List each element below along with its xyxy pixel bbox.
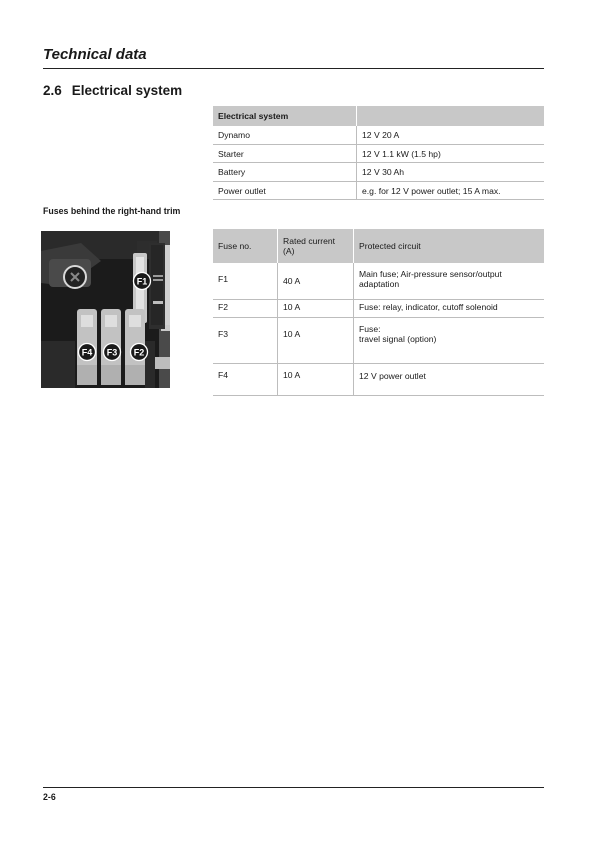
fuse-label-f4 (79, 344, 96, 361)
table-cell: Starter (213, 144, 357, 163)
electrical-system-table (213, 106, 544, 200)
table-header-cell: Electrical system (213, 106, 357, 126)
table-cell: Battery (213, 163, 357, 182)
table-cell: e.g. for 12 V power outlet; 15 A max. (357, 181, 545, 200)
svg-text:F2: F2 (133, 347, 145, 358)
table-cell: Dynamo (213, 126, 357, 144)
table-cell: 10 A (278, 318, 354, 364)
table-header-cell: Fuse no. (213, 229, 278, 263)
table-row (213, 126, 544, 144)
table-cell: 10 A (278, 300, 354, 318)
fuse-label-f3 (104, 344, 121, 361)
table-row (213, 181, 544, 200)
table-row (213, 300, 544, 318)
table-header-cell (357, 106, 545, 126)
table-cell: Fuse: relay, indicator, cutoff solenoid (354, 300, 545, 318)
table-cell: 10 A (278, 364, 354, 396)
table-header-cell: Rated current (A) (278, 229, 354, 263)
table-cell: 12 V 1.1 kW (1.5 hp) (357, 144, 545, 163)
fuse-label-f2 (131, 344, 148, 361)
section-title (43, 83, 182, 98)
table-cell: F2 (213, 300, 278, 318)
fuses-subheading: Fuses behind the right-hand trim (43, 206, 181, 216)
svg-text:F4: F4 (81, 347, 93, 358)
table-cell: F3 (213, 318, 278, 364)
svg-text:F1: F1 (136, 276, 148, 287)
table-row (213, 163, 544, 182)
table-cell: 12 V power outlet (354, 364, 545, 396)
header-title: Technical data (43, 46, 147, 63)
table-cell: Main fuse; Air-pressure sensor/output adaptation (354, 263, 545, 300)
section-label: Electrical system (71, 83, 183, 98)
page-number: 2-6 (43, 792, 56, 802)
table-row (213, 144, 544, 163)
fuse-table (213, 229, 544, 396)
circuit-line: travel signal (option) (359, 334, 437, 344)
section-number: 2.6 (43, 83, 62, 98)
table-cell: 12 V 20 A (357, 126, 545, 144)
fuse-box-photo (41, 231, 170, 388)
table-cell: F4 (213, 364, 278, 396)
footer-rule (43, 787, 544, 788)
table-header-row (213, 106, 544, 126)
table-row (213, 318, 544, 364)
table-row (213, 263, 544, 300)
circuit-line: Fuse: (359, 324, 381, 334)
table-cell (354, 318, 545, 364)
table-cell: 12 V 30 Ah (357, 163, 545, 182)
svg-text:F3: F3 (106, 347, 118, 358)
table-cell: 40 A (278, 263, 354, 300)
header-rule (43, 68, 544, 69)
fuse-label-f1 (134, 273, 151, 290)
table-header-row (213, 229, 544, 263)
table-row (213, 364, 544, 396)
table-header-cell: Protected circuit (354, 229, 545, 263)
table-cell: F1 (213, 263, 278, 300)
table-cell: Power outlet (213, 181, 357, 200)
